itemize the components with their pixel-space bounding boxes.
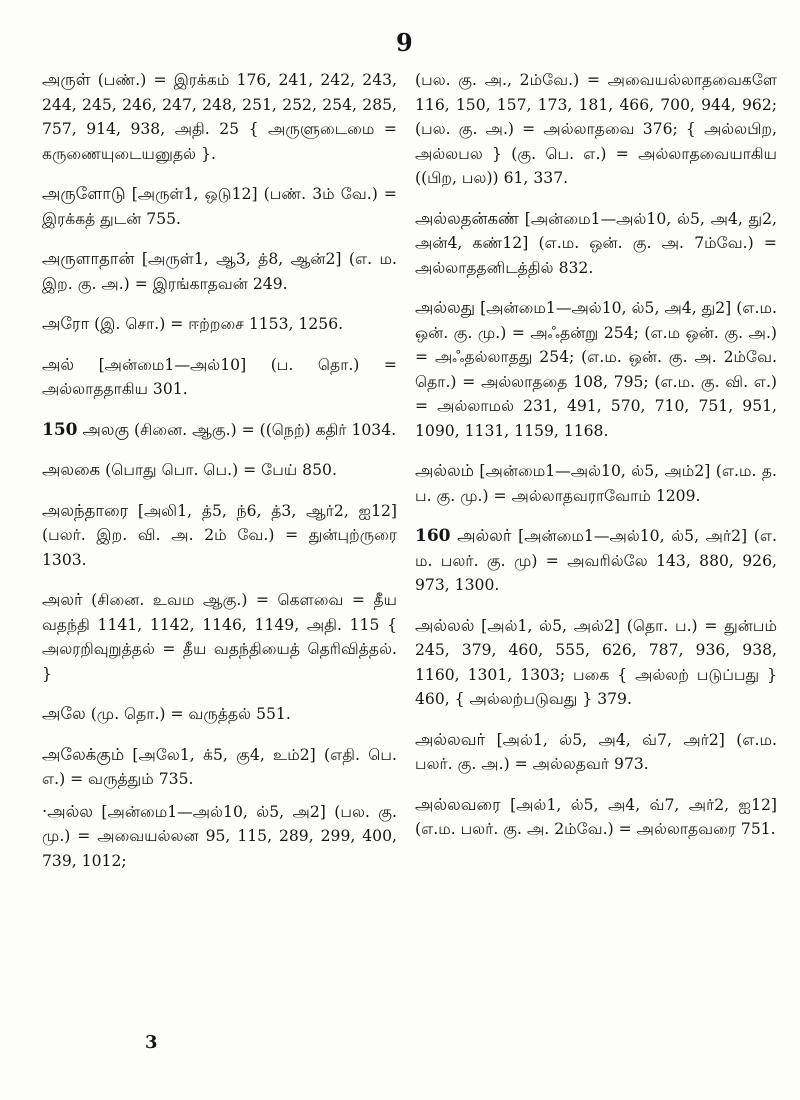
- entry-definition: [அன்மை1—அல்10, ல்5, அ4, து2, அன்4, கண்12] (எ.ம. ஒன். கு. அ. 7ம்வே.) = அல்லாததனிடத்தில் 832.: [415, 209, 777, 277]
- entry-definition: [அன்மை1—அல்10] (ப. தொ.) = அல்லாததாகிய 301.: [42, 355, 397, 398]
- entry-definition: (இ. சொ.) = ஈற்றசை 1153, 1256.: [89, 315, 344, 333]
- entry: [415, 296, 777, 443]
- entry: [415, 68, 777, 191]
- entry: [42, 68, 397, 166]
- entry-headword: அல்லதன்கண்: [415, 208, 520, 228]
- entry-definition: (மு. தொ.) = வருத்தல் 551.: [85, 705, 291, 723]
- entry: [42, 247, 397, 296]
- entry-headword: அலே: [42, 704, 86, 723]
- entry-headword: அலகு: [82, 419, 130, 439]
- entry-headword: அல்லல்: [415, 615, 475, 635]
- entry-headword: அருளோடு: [42, 184, 126, 203]
- entry: [415, 459, 777, 508]
- entry-definition: [அல்1, ல்5, அ4, வ்7, அர்2] (எ.ம. பலர். கு. அ.) = அல்லதவர் 973.: [415, 730, 777, 773]
- entry-headword: அரோ: [42, 314, 90, 333]
- entry: [415, 207, 777, 281]
- entry-headword: அல்லர்: [457, 526, 512, 545]
- entry: [42, 312, 397, 337]
- entry: [42, 353, 397, 402]
- entry: [42, 458, 397, 483]
- signature-mark: 3: [145, 1032, 158, 1053]
- entry: [415, 614, 777, 712]
- entry-headword: அருளாதான்: [42, 249, 135, 268]
- entry-headword: அலேக்கும்: [42, 744, 125, 764]
- entry-headword: அலகை: [42, 460, 101, 479]
- entry-definition: [அன்மை1—அல்10, ல்5, அர்2] (எ. ம. பலர். கு. மு) = அவரில்லே 143, 880, 926, 973, 1300.: [415, 527, 777, 594]
- entry-definition: [அன்மை1—அல்10, ல்5, அ4, து2] (எ.ம. ஒன். கு. மு.) = அஃதன்று 254; (எ.ம ஒன். கு. அ.) = அஃதல்லாதது 254; (எ.ம. ஒன். கு. அ. 2ம்வே. தொ.) = அல்லாததை 108, 795; (எ.ம. கு. வி. எ.) = அல்லாமல் 231, 491, 570, 710, 751, 951, 1090, 1131, 1159, 1168.: [415, 299, 777, 440]
- entry-definition: [அருள்1, ஒடு12] (பண். 3ம் வே.) = இரக்கத் துடன் 755.: [42, 185, 397, 228]
- entry-definition: (பல. கு. அ., 2ம்வே.) = அவையல்லாதவைகளே 116, 150, 157, 173, 181, 466, 700, 944, 962; (பல. கு. அ.) = அல்லாதவை 376; { அல்லபிற, அல்லபல } (கு. பெ. எ.) = அல்லாதவையாகிய ((பிற, பல)) 61, 337.: [415, 71, 777, 187]
- page-number: 9: [396, 28, 413, 57]
- entry: [415, 793, 777, 842]
- entry-headword: அல்: [42, 354, 75, 374]
- entry: [42, 182, 397, 231]
- entry-definition: (சினை. உவம ஆகு.) = கௌவை = தீய வதந்தி 1141, 1142, 1146, 1149, அதி. 115 { அலரறிவுறுத்தல் = தீய வதந்தியைத் தெரிவித்தல். }: [42, 591, 397, 683]
- entry-definition: [அல்1, ல்5, அல்2] (தொ. ப.) = துன்பம் 245, 379, 460, 555, 626, 787, 936, 938, 1160, 1301, 1303; பகை { அல்லற் படுப்பது } 460, { அல்லற்படுவது } 379.: [415, 616, 777, 708]
- entry-headword: அலர்: [42, 590, 83, 609]
- entry: [42, 702, 397, 727]
- entry-headword: ·அல்ல: [42, 801, 93, 821]
- entry: [42, 499, 397, 573]
- entry-number: 160: [415, 526, 451, 546]
- entry-headword: அலந்தாரை: [42, 500, 129, 520]
- entry-headword: அல்லம்: [415, 461, 475, 480]
- entry-definition: [அன்மை1—அல்10, ல்5, அம்2] (எ.ம. த. ப. கு. மு.) = அல்லாதவராவோம் 1209.: [415, 462, 777, 505]
- entry-definition: (பண்.) = இரக்கம் 176, 241, 242, 243, 244, 245, 246, 247, 248, 251, 252, 254, 285, 757, 914, 938, அதி. 25 { அருளுடைமை = கருணையுடையனுதல் }.: [42, 71, 397, 163]
- entry-headword: அல்லவர்: [415, 729, 486, 749]
- right-column: [415, 68, 777, 858]
- entry: [42, 800, 397, 874]
- entry-number: 150: [42, 419, 78, 440]
- entry-definition: [அல்1, ல்5, அ4, வ்7, அர்2, ஐ12] (எ.ம. பலர். கு. அ. 2ம்வே.) = அல்லாதவரை 751.: [415, 795, 777, 838]
- left-column: [42, 68, 397, 889]
- entry-headword: அல்லது: [415, 298, 476, 317]
- entry-definition: [அலே1, க்5, கு4, உம்2] (எதி. பெ. எ.) = வருத்தும் 735.: [42, 745, 397, 788]
- entry-definition: (பொது பொ. பெ.) = பேய் 850.: [100, 461, 337, 479]
- entry: [42, 418, 397, 443]
- entry: [42, 588, 397, 686]
- entry-headword: அல்லவரை: [415, 794, 501, 814]
- entry-headword: அருள்: [42, 70, 91, 89]
- entry: [415, 524, 777, 598]
- entry: [42, 743, 397, 792]
- entry-definition: (சினை. ஆகு.) = ((நெற்) கதிர் 1034.: [129, 420, 397, 439]
- entry-definition: [அருள்1, ஆ3, த்8, ஆன்2] (எ. ம. இற. கு. அ.) = இரங்காதவன் 249.: [42, 250, 397, 293]
- entry-definition: [அலி1, த்5, ந்6, த்3, ஆர்2, ஐ12] (பலர். இற. வி. அ. 2ம் வே.) = துன்புற்ருரை 1303.: [42, 501, 397, 569]
- entry-definition: [அன்மை1—அல்10, ல்5, அ2] (பல. கு. மு.) = அவையல்லன 95, 115, 289, 299, 400, 739, 1012;: [42, 802, 397, 870]
- entry: [415, 728, 777, 777]
